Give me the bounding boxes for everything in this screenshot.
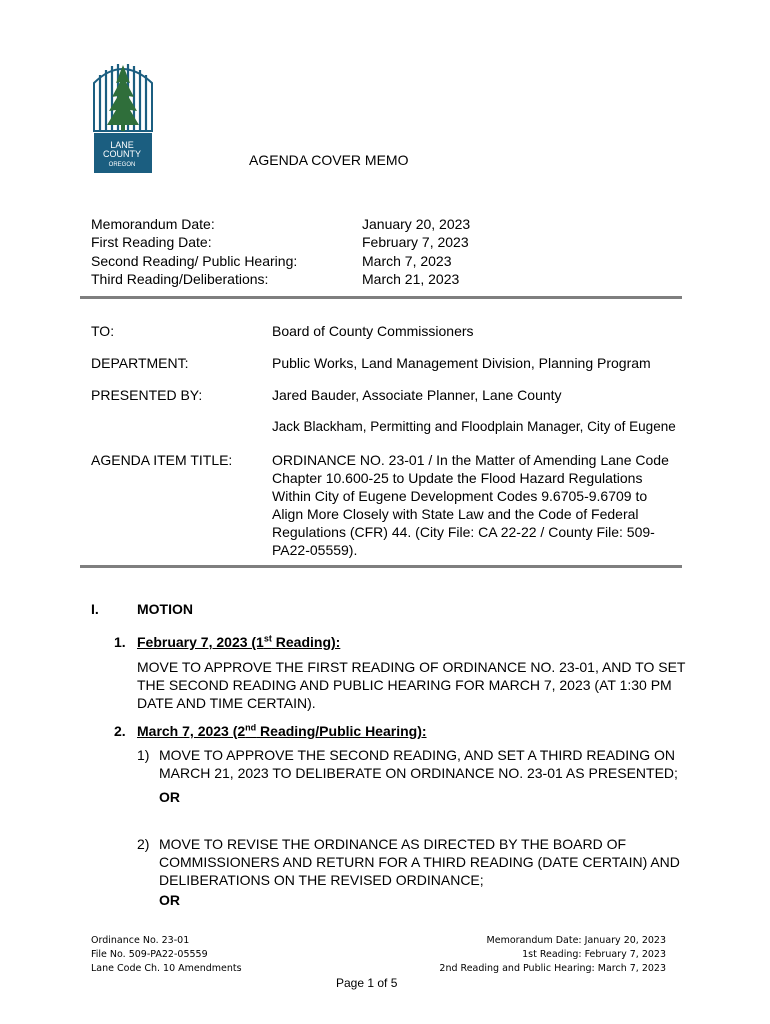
divider-top [80, 296, 682, 299]
date-label-memorandum: Memorandum Date: [91, 216, 215, 232]
item-2-heading [137, 722, 427, 740]
sub-item-1-text [159, 746, 678, 782]
motion-line: MOVE TO APPROVE THE SECOND READING, AND SET A THIRD READING ON [159, 747, 676, 763]
presented-by-value-2: Jack Blackham, Permitting and Floodplain Manager, City of Eugene [272, 419, 676, 434]
to-value: Board of County Commissioners [272, 323, 474, 339]
title-line: Regulations (CFR) 44. (City File: CA 22-22 / County File: 509- [272, 524, 655, 540]
date-label-third-reading: Third Reading/Deliberations: [91, 271, 269, 287]
lane-county-logo [92, 61, 158, 173]
motion-line: DATE AND TIME CERTAIN). [137, 695, 316, 711]
presented-by-label: PRESENTED BY: [91, 387, 203, 403]
agenda-item-title-label: AGENDA ITEM TITLE: [91, 452, 233, 468]
title-line: Align More Closely with State Law and the Code of Federal [272, 506, 639, 522]
date-value-second-reading: March 7, 2023 [362, 253, 452, 269]
motion-line: MOVE TO REVISE THE ORDINANCE AS DIRECTED BY THE BOARD OF [159, 836, 627, 852]
item-1-motion [137, 658, 685, 712]
date-value-first-reading: February 7, 2023 [362, 234, 469, 250]
department-label: DEPARTMENT: [91, 355, 189, 371]
page-number: Page 1 of 5 [336, 976, 398, 990]
sub-item-2-text [159, 835, 680, 889]
item-1-heading-tail: Reading): [271, 634, 341, 650]
logo-text-lane: LANE [110, 140, 134, 150]
item-2-heading-sup: nd [245, 722, 257, 733]
footer-first-reading: 1st Reading: February 7, 2023 [522, 949, 666, 960]
logo-text-county: COUNTY [103, 149, 141, 159]
item-1-heading-sup: st [263, 633, 272, 644]
footer-ordinance: Ordinance No. 23-01 [91, 935, 190, 946]
item-1-heading-main: February 7, 2023 (1 [137, 634, 264, 650]
section-heading: MOTION [137, 601, 193, 617]
or-separator-2: OR [159, 892, 180, 908]
item-2-heading-main: March 7, 2023 (2 [137, 723, 246, 739]
date-label-first-reading: First Reading Date: [91, 234, 212, 250]
item-1-number: 1. [114, 634, 126, 650]
title-line: Chapter 10.600-25 to Update the Flood Hazard Regulations [272, 470, 643, 486]
motion-line: MARCH 21, 2023 TO DELIBERATE ON ORDINANCE NO. 23-01 AS PRESENTED; [159, 765, 678, 781]
date-value-memorandum: January 20, 2023 [362, 216, 471, 232]
divider-bottom [80, 565, 682, 568]
date-label-second-reading: Second Reading/ Public Hearing: [91, 253, 298, 269]
footer-memo-date: Memorandum Date: January 20, 2023 [486, 935, 666, 946]
section-numeral: I. [91, 601, 99, 617]
footer-lane-code: Lane Code Ch. 10 Amendments [91, 963, 242, 974]
sub-item-1-number: 1) [137, 747, 150, 763]
title-line: PA22-05559). [272, 542, 358, 558]
date-value-third-reading: March 21, 2023 [362, 271, 460, 287]
motion-line: COMMISSIONERS AND RETURN FOR A THIRD READING (DATE CERTAIN) AND [159, 854, 680, 870]
department-value: Public Works, Land Management Division, Planning Program [272, 355, 651, 371]
title-line: ORDINANCE NO. 23-01 / In the Matter of Amending Lane Code [272, 452, 669, 468]
motion-line: DELIBERATIONS ON THE REVISED ORDINANCE; [159, 872, 484, 888]
sub-item-2-number: 2) [137, 836, 150, 852]
motion-line: MOVE TO APPROVE THE FIRST READING OF ORDINANCE NO. 23-01, AND TO SET [137, 659, 686, 675]
item-2-number: 2. [114, 723, 126, 739]
item-2-heading-tail: Reading/Public Hearing): [256, 723, 427, 739]
footer-second-reading: 2nd Reading and Public Hearing: March 7, 2023 [439, 963, 666, 974]
footer-right [439, 934, 666, 976]
presented-by-value-1: Jared Bauder, Associate Planner, Lane County [272, 387, 562, 403]
footer-left [91, 934, 242, 976]
to-label: TO: [91, 323, 115, 339]
memo-title: AGENDA COVER MEMO [249, 152, 409, 168]
or-separator-1: OR [159, 789, 180, 805]
footer-file-no: File No. 509-PA22-05559 [91, 949, 208, 960]
item-1-heading [137, 633, 340, 651]
motion-line: THE SECOND READING AND PUBLIC HEARING FOR MARCH 7, 2023 (AT 1:30 PM [137, 677, 672, 693]
title-line: Within City of Eugene Development Codes 9.6705-9.6709 to [272, 488, 648, 504]
logo-text-oregon: OREGON [108, 162, 136, 168]
agenda-item-title-text [272, 451, 669, 559]
